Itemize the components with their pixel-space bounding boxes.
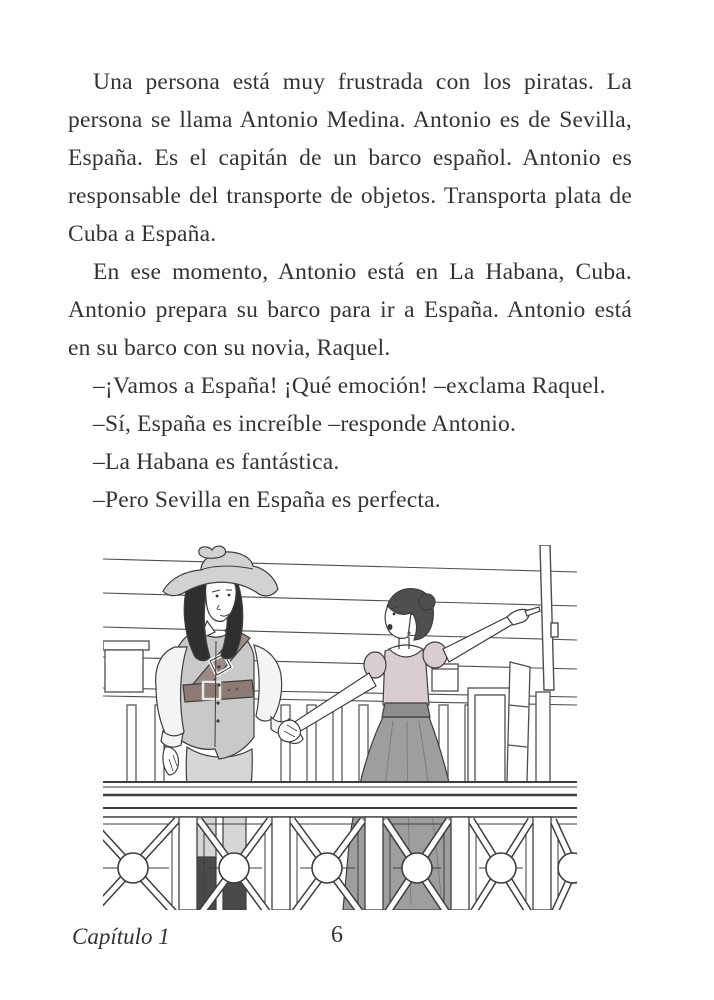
balustrade-post — [451, 817, 469, 910]
front-balustrade — [103, 807, 577, 910]
story-paragraph-2: En ese momento, Antonio está en La Habana, Cuba. Antonio prepara su barco para ir a España. Antonio está en su barco con su novia, Raquel. — [68, 259, 632, 361]
man-hand-left — [163, 747, 179, 775]
balustrade-panel — [103, 820, 177, 910]
story-illustration — [103, 545, 577, 910]
held-hands — [278, 720, 300, 742]
woman-earring — [408, 632, 411, 635]
balustrade-panel — [471, 820, 531, 910]
story-text — [68, 63, 632, 519]
chapter-label: Capítulo 1 — [72, 924, 170, 949]
pointing-arm — [443, 617, 513, 662]
page-number: 6 — [331, 922, 343, 948]
dialogue-line-4: –Pero Sevilla en España es perfecta. — [93, 487, 441, 513]
dialogue-line-3: –La Habana es fantástica. — [93, 449, 340, 475]
hat-plume — [199, 546, 226, 558]
man-sleeve-right — [254, 645, 282, 721]
balustrade-post — [272, 817, 290, 910]
balustrade-post — [179, 817, 197, 910]
story-paragraph-1: Una persona está muy frustrada con los piratas. La persona se llama Antonio Medina. Antonio es de Sevilla, España. Es el capitán de un barco español. Antonio es responsable del transporte de objetos. Transporta plata de Cuba a España. — [68, 69, 632, 247]
dialogue-line-2: –Sí, España es increíble –responde Antonio. — [93, 411, 517, 437]
puff-sleeve-right — [423, 642, 447, 668]
woman-hair-bun — [419, 594, 435, 610]
woman-waistband — [382, 703, 430, 717]
balustrade-panel — [553, 820, 577, 910]
dialogue-line-1: –¡Vamos a España! ¡Qué emoción! –exclama Raquel. — [93, 373, 606, 399]
balustrade-post — [365, 817, 383, 910]
deck-planter-left — [103, 641, 149, 692]
balustrade-post — [533, 817, 551, 910]
cabin-door — [468, 662, 550, 782]
